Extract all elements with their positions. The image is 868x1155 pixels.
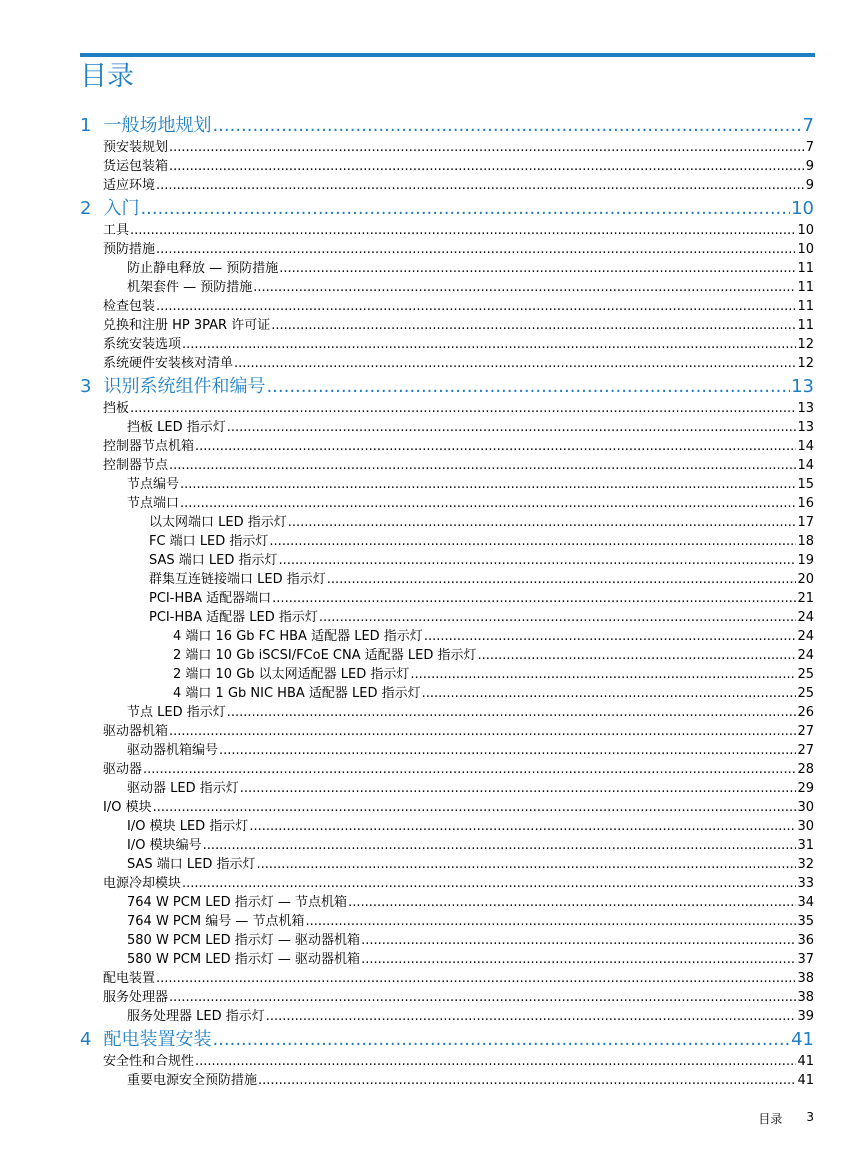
toc-entry-label: 2 端口 10 Gb 以太网适配器 LED 指示灯 <box>173 667 410 682</box>
toc-page-number: 24 <box>797 648 814 663</box>
toc-page-number: 27 <box>797 743 814 758</box>
toc-page-number: 41 <box>791 1029 814 1050</box>
toc-entry-label: SAS 端口 LED 指示灯 <box>127 857 256 872</box>
toc-leader-dots <box>410 665 796 684</box>
toc-page-number: 20 <box>797 572 814 587</box>
toc-leader-dots <box>180 494 796 513</box>
toc-entry[interactable] <box>173 684 814 703</box>
toc-leader-dots <box>130 221 796 240</box>
page-footer <box>758 1110 814 1127</box>
toc-leader-dots <box>169 157 805 176</box>
toc-entry[interactable] <box>149 551 814 570</box>
toc-page-number: 25 <box>797 667 814 682</box>
toc-chapter-number: 1 <box>80 115 92 136</box>
toc-leader-dots <box>156 240 796 259</box>
toc-entry[interactable] <box>103 760 814 779</box>
toc-entry[interactable] <box>103 969 814 988</box>
toc-entry-label: I/O 模块 <box>103 800 152 815</box>
toc-page-number: 30 <box>797 800 814 815</box>
toc-entry-label: 580 W PCM LED 指示灯 — 驱动器机箱 <box>127 933 361 948</box>
toc-leader-dots <box>143 760 796 779</box>
toc-entry-label: 识别系统组件和编号 <box>103 376 266 397</box>
toc-entry[interactable] <box>127 741 814 760</box>
toc-page-number: 14 <box>797 439 814 454</box>
toc-page-number: 25 <box>797 686 814 701</box>
toc-page-number: 39 <box>797 1009 814 1024</box>
toc-entry[interactable] <box>127 855 814 874</box>
toc-entry[interactable] <box>149 589 814 608</box>
toc-leader-dots <box>240 779 797 798</box>
toc-page-number: 11 <box>797 299 814 314</box>
toc-leader-dots <box>271 316 796 335</box>
toc-page-number: 19 <box>797 553 814 568</box>
toc-leader-dots <box>361 950 796 969</box>
toc-leader-dots <box>169 138 805 157</box>
toc-entry-label: 580 W PCM LED 指示灯 — 驱动器机箱 <box>127 952 361 967</box>
toc-page-number: 14 <box>797 458 814 473</box>
toc-leader-dots <box>478 646 797 665</box>
toc-entry[interactable] <box>127 950 814 969</box>
toc-entry-label: 节点 LED 指示灯 <box>127 705 226 720</box>
toc-chapter[interactable] <box>80 375 814 399</box>
toc-leader-dots <box>169 456 796 475</box>
toc-entry-label: 配电装置安装 <box>103 1029 212 1050</box>
toc-entry-label: 安全性和合规性 <box>103 1054 195 1069</box>
toc-page-number: 41 <box>797 1073 814 1088</box>
toc-leader-dots <box>279 551 797 570</box>
toc-page-number: 12 <box>797 337 814 352</box>
toc-entry[interactable] <box>149 532 814 551</box>
toc-entry[interactable] <box>103 399 814 418</box>
toc-page-number: 11 <box>797 261 814 276</box>
toc-page-number: 34 <box>797 895 814 910</box>
toc-chapter-number: 2 <box>80 198 92 219</box>
toc-leader-dots <box>266 1007 797 1026</box>
toc-entry-label: 防止静电释放 — 预防措施 <box>127 261 279 276</box>
toc-page-number: 17 <box>797 515 814 530</box>
toc-page-number: 33 <box>797 876 814 891</box>
toc-page-number: 32 <box>797 857 814 872</box>
toc-entry-label: 工具 <box>103 223 130 238</box>
toc-page-number: 18 <box>797 534 814 549</box>
toc-page-number: 11 <box>797 318 814 333</box>
toc-entry-label: 控制器节点 <box>103 458 169 473</box>
toc-entry-label: PCI-HBA 适配器端口 <box>149 591 272 606</box>
toc-leader-dots <box>212 114 801 138</box>
toc-leader-dots <box>422 684 797 703</box>
toc-entry[interactable] <box>103 456 814 475</box>
toc-page-number: 37 <box>797 952 814 967</box>
toc-leader-dots <box>234 354 796 373</box>
toc-page-number: 31 <box>797 838 814 853</box>
toc-page-number: 41 <box>797 1054 814 1069</box>
toc-entry[interactable] <box>103 988 814 1007</box>
toc-entry[interactable] <box>103 354 814 373</box>
toc-entry[interactable] <box>103 335 814 354</box>
toc-entry[interactable] <box>103 240 814 259</box>
toc-page-number: 9 <box>805 178 814 193</box>
toc-entry-label: 驱动器机箱 <box>103 724 169 739</box>
toc-leader-dots <box>258 1071 796 1090</box>
toc-leader-dots <box>269 532 796 551</box>
toc-entry[interactable] <box>173 646 814 665</box>
toc-entry-label: 适应环境 <box>103 178 156 193</box>
toc-page-number: 24 <box>797 610 814 625</box>
toc-entry-label: 挡板 LED 指示灯 <box>127 420 226 435</box>
footer-label: 目录 <box>758 1112 783 1126</box>
toc-entry[interactable] <box>127 1071 814 1090</box>
toc-entry-label: 764 W PCM LED 指示灯 — 节点机箱 <box>127 895 348 910</box>
toc-entry[interactable] <box>127 703 814 722</box>
toc-entry-label: 服务处理器 LED 指示灯 <box>127 1009 265 1024</box>
toc-leader-dots <box>288 513 797 532</box>
toc-entry-label: 检查包装 <box>103 299 156 314</box>
toc-leader-dots <box>424 627 797 646</box>
toc-entry[interactable] <box>103 138 814 157</box>
toc-entry[interactable] <box>149 570 814 589</box>
toc-page-number: 10 <box>797 242 814 257</box>
toc-leader-dots <box>219 741 796 760</box>
toc-entry[interactable] <box>103 316 814 335</box>
toc-entry[interactable] <box>173 627 814 646</box>
toc-entry[interactable] <box>149 608 814 627</box>
toc-entry-label: 兑换和注册 HP 3PAR 许可证 <box>103 318 271 333</box>
toc-entry[interactable] <box>127 418 814 437</box>
toc-entry[interactable] <box>103 176 814 195</box>
toc-leader-dots <box>348 893 796 912</box>
toc-page-number: 7 <box>805 140 814 155</box>
toc-entry-label: 入门 <box>103 198 140 219</box>
toc-entry[interactable] <box>127 836 814 855</box>
toc-entry-label: 控制器节点机箱 <box>103 439 195 454</box>
toc-leader-dots <box>169 988 796 1007</box>
toc-leader-dots <box>227 703 797 722</box>
toc-entry[interactable] <box>127 931 814 950</box>
toc-page-number: 36 <box>797 933 814 948</box>
toc-page-number: 7 <box>802 115 814 136</box>
toc-entry-label: 一般场地规划 <box>103 115 212 136</box>
toc-entry-label: 服务处理器 <box>103 990 169 1005</box>
toc-leader-dots <box>272 589 796 608</box>
toc-entry[interactable] <box>103 157 814 176</box>
toc-entry[interactable] <box>103 1052 814 1071</box>
toc-leader-dots <box>253 278 796 297</box>
toc-page-number: 26 <box>797 705 814 720</box>
toc-leader-dots <box>182 335 796 354</box>
toc-entry-label: PCI-HBA 适配器 LED 指示灯 <box>149 610 318 625</box>
toc-leader-dots <box>130 399 796 418</box>
toc-entry-label: 系统安装选项 <box>103 337 182 352</box>
toc-leader-dots <box>195 437 796 456</box>
toc-page-number: 12 <box>797 356 814 371</box>
toc-leader-dots <box>203 836 797 855</box>
toc-entry[interactable] <box>149 513 814 532</box>
page-title: 目录 <box>80 61 134 92</box>
toc-entry-label: 764 W PCM 编号 — 节点机箱 <box>127 914 305 929</box>
toc-leader-dots <box>257 855 797 874</box>
toc-entry[interactable] <box>127 278 814 297</box>
toc-page-number: 13 <box>791 376 814 397</box>
toc-entry-label: FC 端口 LED 指示灯 <box>149 534 269 549</box>
toc-entry-label: SAS 端口 LED 指示灯 <box>149 553 278 568</box>
toc-entry-label: 2 端口 10 Gb iSCSI/FCoE CNA 适配器 LED 指示灯 <box>173 648 477 663</box>
toc-chapter[interactable] <box>80 1028 814 1052</box>
toc-page-number: 10 <box>791 198 814 219</box>
toc-entry-label: 群集互连链接端口 LED 指示灯 <box>149 572 326 587</box>
toc-entry-label: I/O 模块 LED 指示灯 <box>127 819 249 834</box>
toc-leader-dots <box>212 1028 790 1052</box>
toc-chapter[interactable] <box>80 114 814 138</box>
toc-page-number: 21 <box>797 591 814 606</box>
toc-page-number: 15 <box>797 477 814 492</box>
toc-entry[interactable] <box>127 259 814 278</box>
toc-entry-label: 电源冷却模块 <box>103 876 182 891</box>
toc-leader-dots <box>156 297 796 316</box>
toc-page-number: 27 <box>797 724 814 739</box>
toc-leader-dots <box>305 912 796 931</box>
toc-leader-dots <box>361 931 796 950</box>
toc-entry[interactable] <box>103 437 814 456</box>
toc-entry[interactable] <box>103 297 814 316</box>
toc-leader-dots <box>327 570 797 589</box>
toc-entry-label: 预安装规划 <box>103 140 169 155</box>
toc-entry[interactable] <box>127 1007 814 1026</box>
toc-entry-label: 节点端口 <box>127 496 180 511</box>
toc-chapter-number: 3 <box>80 376 92 397</box>
toc-entry-label: 驱动器机箱编号 <box>127 743 219 758</box>
toc-entry-label: 4 端口 16 Gb FC HBA 适配器 LED 指示灯 <box>173 629 423 644</box>
toc-entry[interactable] <box>103 798 814 817</box>
toc-entry[interactable] <box>127 494 814 513</box>
toc-leader-dots <box>156 969 796 988</box>
toc-page-number: 28 <box>797 762 814 777</box>
toc-entry[interactable] <box>103 874 814 893</box>
toc-page-number: 38 <box>797 971 814 986</box>
toc-entry[interactable] <box>127 475 814 494</box>
toc-leader-dots <box>182 874 796 893</box>
toc-page-number: 35 <box>797 914 814 929</box>
toc-page-number: 13 <box>797 420 814 435</box>
toc-page-number: 9 <box>805 159 814 174</box>
toc-entry[interactable] <box>103 722 814 741</box>
toc-entry-label: 以太网端口 LED 指示灯 <box>149 515 287 530</box>
toc-entry-label: 货运包装箱 <box>103 159 169 174</box>
toc-entry[interactable] <box>127 893 814 912</box>
toc-page-number: 13 <box>797 401 814 416</box>
toc-entry-label: 驱动器 <box>103 762 143 777</box>
toc-entry-label: 系统硬件安装核对清单 <box>103 356 234 371</box>
footer-page-number: 3 <box>806 1110 814 1124</box>
toc-page-number: 38 <box>797 990 814 1005</box>
toc-entry[interactable] <box>173 665 814 684</box>
toc-entry[interactable] <box>127 912 814 931</box>
toc-chapter-number: 4 <box>80 1029 92 1050</box>
toc-chapter[interactable] <box>80 197 814 221</box>
toc-entry-label: 重要电源安全预防措施 <box>127 1073 258 1088</box>
toc-entry[interactable] <box>127 817 814 836</box>
toc-entry[interactable] <box>103 221 814 240</box>
toc-leader-dots <box>279 259 796 278</box>
toc-entry-label: 驱动器 LED 指示灯 <box>127 781 239 796</box>
toc-entry-label: 挡板 <box>103 401 130 416</box>
toc-entry[interactable] <box>127 779 814 798</box>
toc-page-number: 29 <box>797 781 814 796</box>
toc-leader-dots <box>227 418 797 437</box>
toc-entry-label: I/O 模块编号 <box>127 838 202 853</box>
toc-leader-dots <box>180 475 796 494</box>
toc-page-number: 10 <box>797 223 814 238</box>
toc-leader-dots <box>195 1052 796 1071</box>
toc-page-number: 30 <box>797 819 814 834</box>
toc-page-number: 11 <box>797 280 814 295</box>
toc-leader-dots <box>266 375 790 399</box>
toc-leader-dots <box>169 722 796 741</box>
toc-entry-label: 节点编号 <box>127 477 180 492</box>
toc-page-number: 24 <box>797 629 814 644</box>
toc-entry-label: 预防措施 <box>103 242 156 257</box>
toc-leader-dots <box>140 197 790 221</box>
toc-entry-label: 4 端口 1 Gb NIC HBA 适配器 LED 指示灯 <box>173 686 421 701</box>
toc-entry-label: 配电装置 <box>103 971 156 986</box>
toc-entry-label: 机架套件 — 预防措施 <box>127 280 253 295</box>
toc-leader-dots <box>249 817 796 836</box>
toc-leader-dots <box>319 608 797 627</box>
toc-leader-dots <box>153 798 797 817</box>
toc-page-number: 16 <box>797 496 814 511</box>
toc-leader-dots <box>156 176 805 195</box>
